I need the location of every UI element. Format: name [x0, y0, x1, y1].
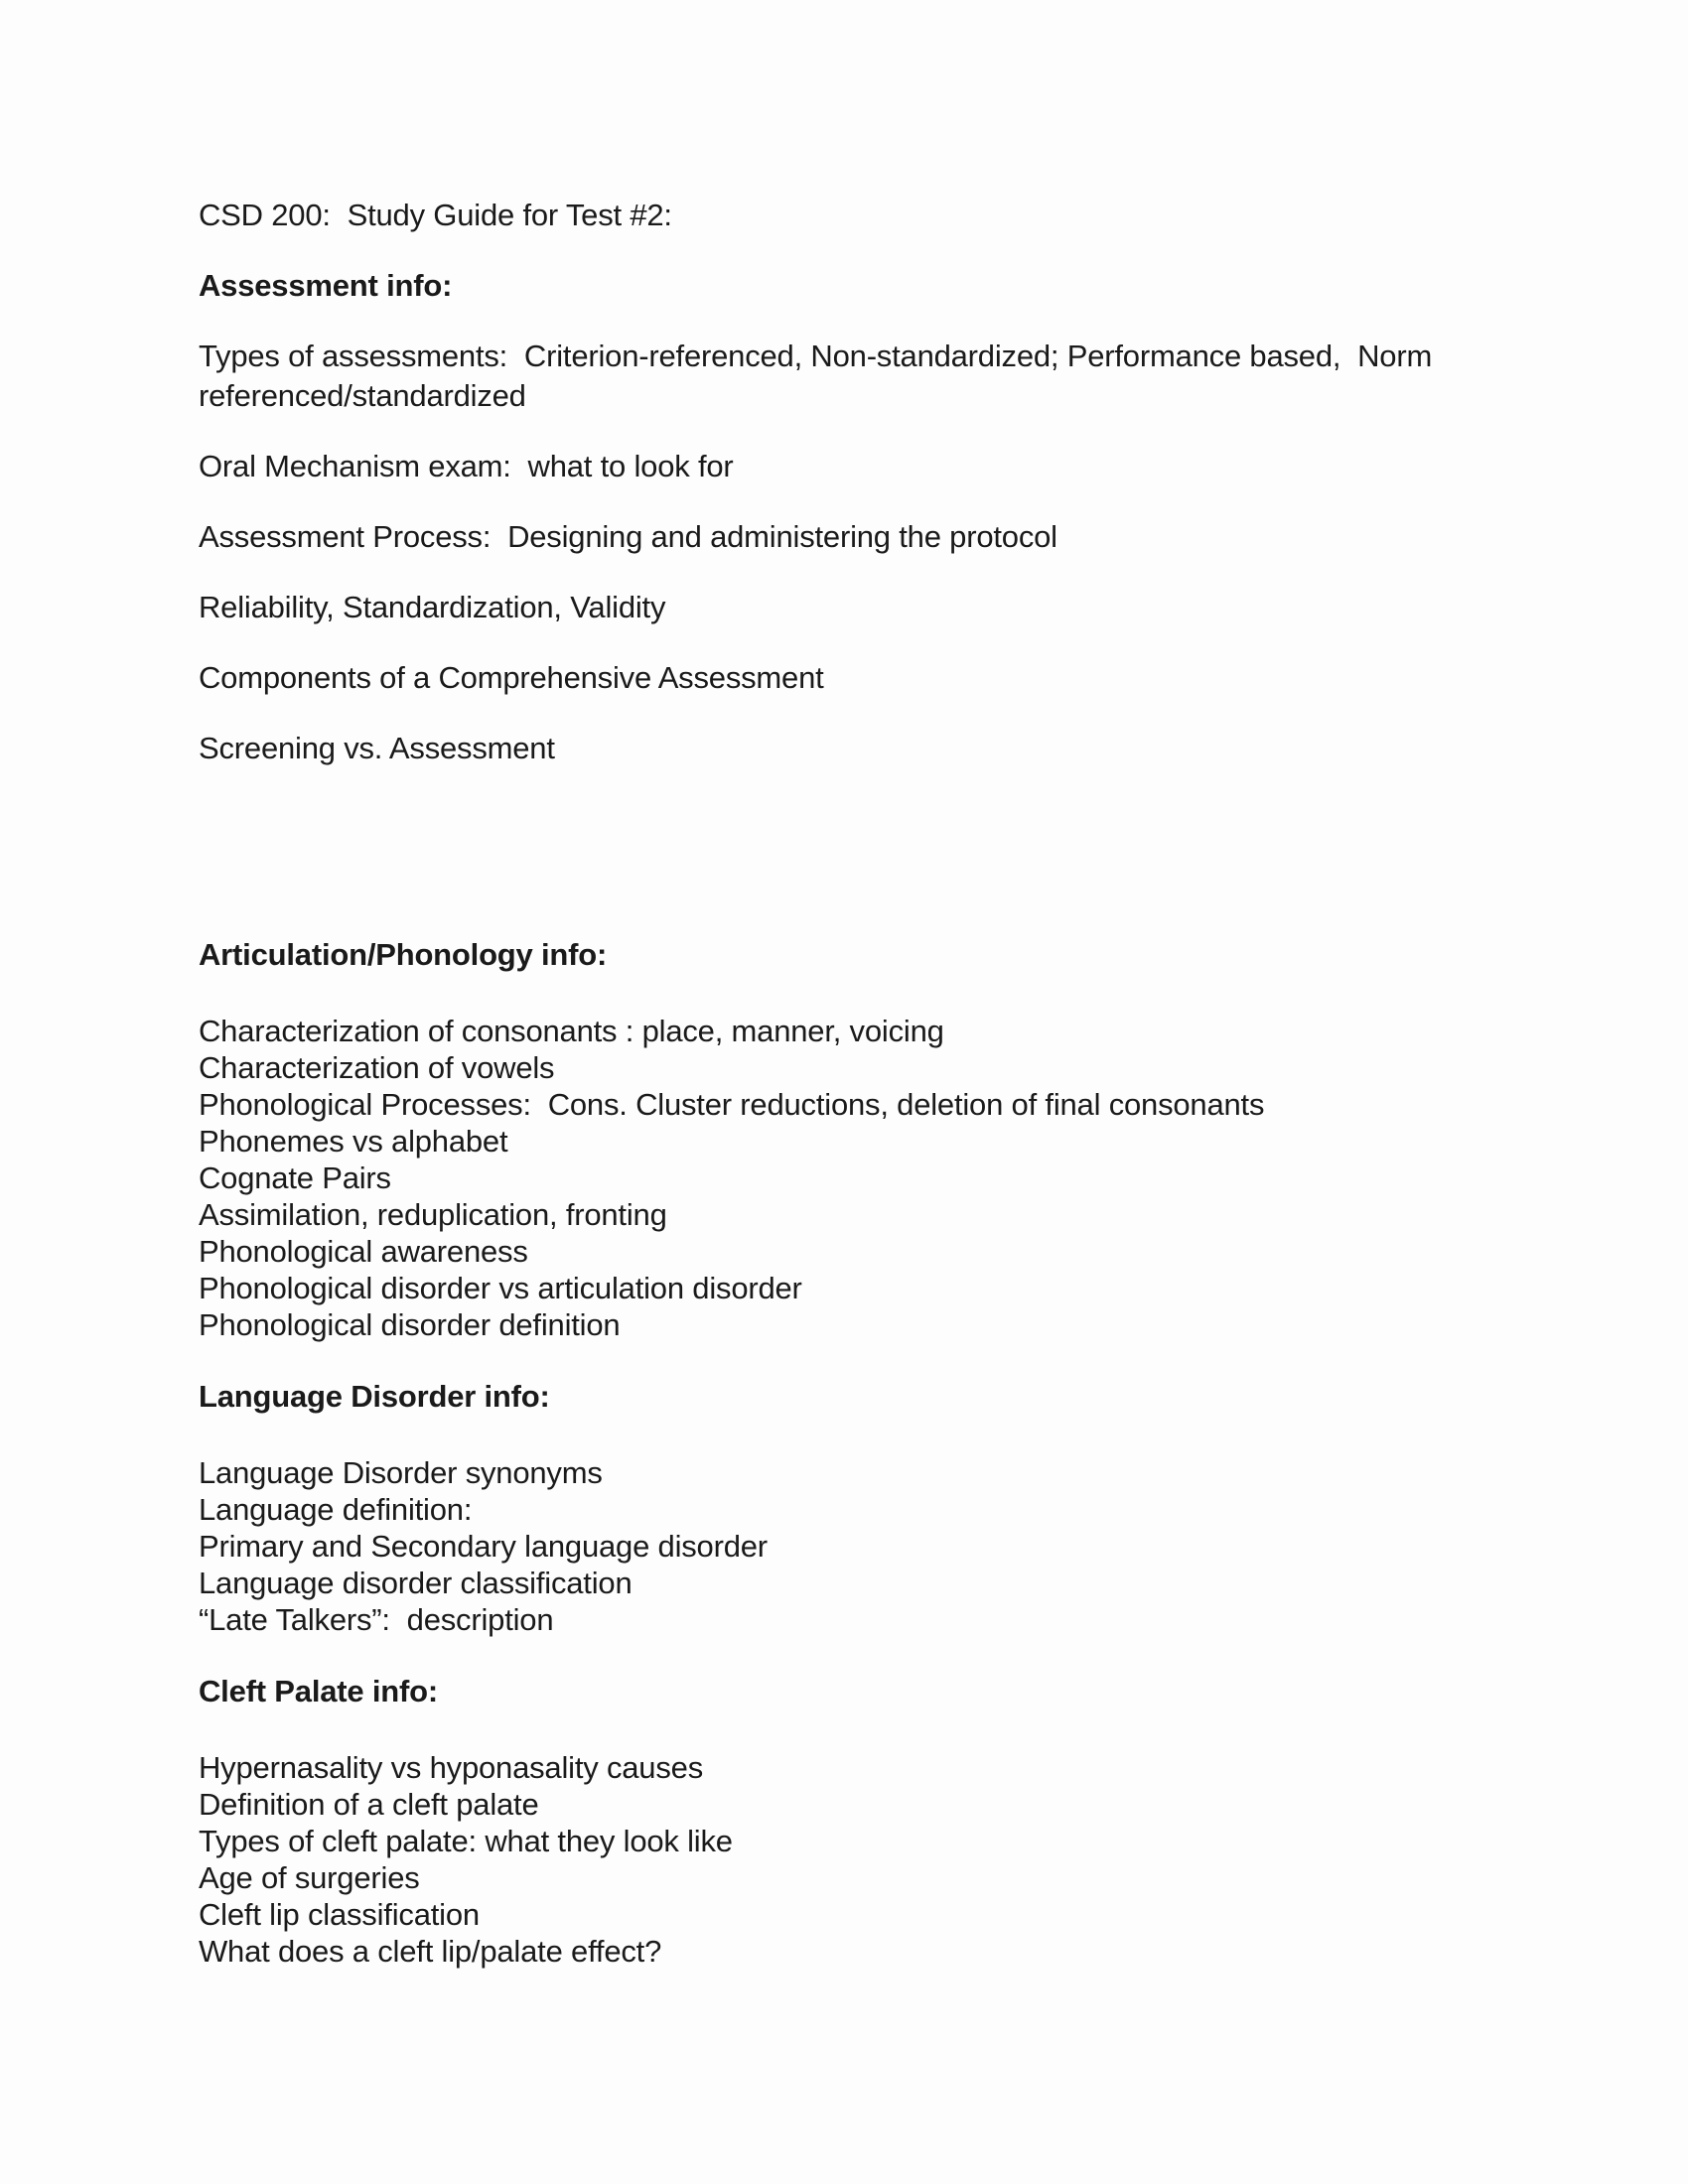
list-item: Phonological Processes: Cons. Cluster reductions, deletion of final consonants	[199, 1087, 1265, 1122]
blank-gap	[199, 799, 1589, 935]
list-item: Cleft lip classification	[199, 1897, 480, 1932]
list-item: Cognate Pairs	[199, 1160, 391, 1195]
list-item: Language disorder classification	[199, 1566, 633, 1600]
list-item: Phonological awareness	[199, 1234, 528, 1269]
paragraph-components: Components of a Comprehensive Assessment	[199, 660, 824, 695]
section-heading-cleft-palate: Cleft Palate info:	[199, 1674, 438, 1708]
language-disorder-list	[199, 1454, 1589, 1638]
list-item: Primary and Secondary language disorder	[199, 1529, 768, 1564]
list-item: Age of surgeries	[199, 1860, 420, 1895]
paragraph-oral-mechanism: Oral Mechanism exam: what to look for	[199, 449, 734, 483]
list-item: Types of cleft palate: what they look like	[199, 1824, 733, 1858]
paragraph-screening-vs-assessment: Screening vs. Assessment	[199, 731, 555, 765]
paragraph-types-of-assessments	[199, 337, 1589, 416]
list-item: Characterization of vowels	[199, 1050, 555, 1085]
list-item: Hypernasality vs hyponasality causes	[199, 1750, 703, 1785]
doc-title: CSD 200: Study Guide for Test #2:	[199, 198, 672, 232]
list-item: “Late Talkers”: description	[199, 1602, 554, 1637]
paragraph-assessment-process: Assessment Process: Designing and administering the protocol	[199, 519, 1057, 554]
list-item: Phonemes vs alphabet	[199, 1124, 508, 1159]
paragraph-reliability: Reliability, Standardization, Validity	[199, 590, 666, 624]
cleft-palate-list	[199, 1749, 1589, 1970]
list-item: Phonological disorder vs articulation disorder	[199, 1271, 802, 1305]
list-item: Assimilation, reduplication, fronting	[199, 1197, 667, 1232]
section-heading-articulation-phonology: Articulation/Phonology info:	[199, 937, 608, 972]
list-item: Definition of a cleft palate	[199, 1787, 539, 1822]
section-heading-assessment: Assessment info:	[199, 268, 453, 303]
paragraph-line: Types of assessments: Criterion-referenced, Non-standardized; Performance based, Norm	[199, 339, 1433, 373]
section-heading-language-disorder: Language Disorder info:	[199, 1379, 550, 1414]
list-item: Language definition:	[199, 1492, 473, 1527]
list-item: What does a cleft lip/palate effect?	[199, 1934, 662, 1969]
articulation-phonology-list	[199, 1013, 1589, 1343]
paragraph-line: referenced/standardized	[199, 378, 526, 413]
list-item: Characterization of consonants : place, manner, voicing	[199, 1014, 944, 1048]
list-item: Language Disorder synonyms	[199, 1455, 603, 1490]
list-item: Phonological disorder definition	[199, 1307, 621, 1342]
